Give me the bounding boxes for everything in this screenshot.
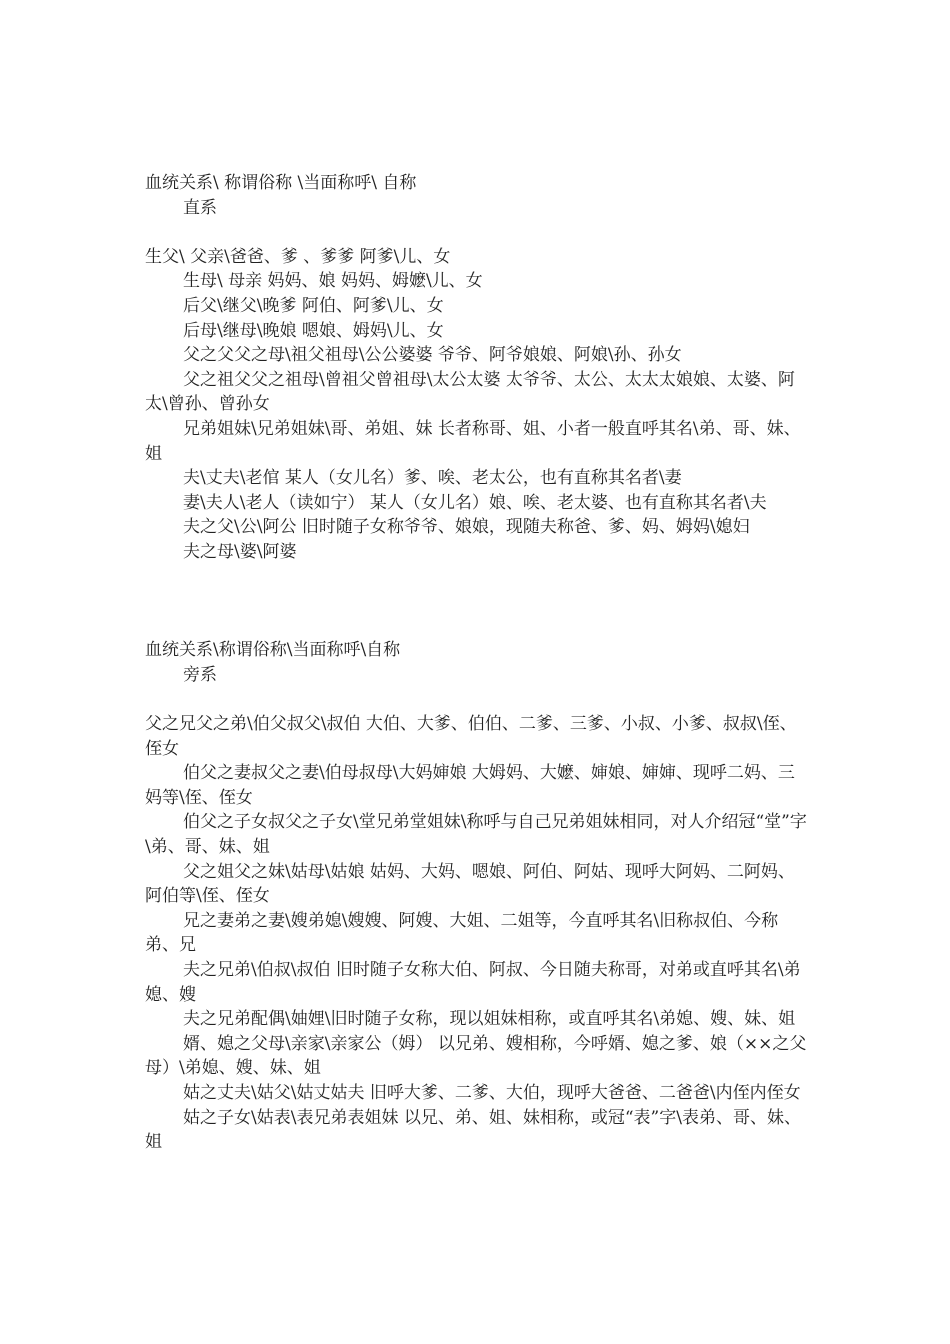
kinship-entry: 生母\ 母亲 妈妈、娘 妈妈、姆嬷\儿、女 (183, 271, 483, 292)
kinship-entry: 父之兄父之弟\伯父叔父\叔伯 大伯、大爹、伯伯、二爹、三爹、小叔、小爹、叔叔\侄、侄女 (145, 714, 797, 759)
kinship-entry: 兄弟姐妹\兄弟姐妹\哥、弟姐、妹 长者称哥、姐、小者一般直呼其名\弟、哥、妹、姐 (145, 418, 801, 464)
kinship-entry: 姑之丈夫\姑父\姑丈姑夫 旧呼大爹、二爹、大伯，现呼大爸爸、二爸爸\内侄内侄女 (183, 1082, 801, 1103)
kinship-entry: 夫\丈夫\老倌 某人（女儿名）爹、唉、老太公，也有直称其名者\妻 (183, 468, 682, 489)
kinship-entry: 父之父父之母\祖父祖母\公公婆婆 爷爷、阿爷娘娘、阿娘\孙、孙女 (183, 345, 682, 366)
kinship-entry: 夫之父\公\阿公 旧时随子女称爷爷、娘娘，现随夫称爸、爹、妈、姆妈\媳妇 (183, 517, 750, 538)
kinship-entry: 父之祖父父之祖母\曾祖父曾祖母\太公太婆 太爷爷、太公、太太太娘娘、太婆、阿太\曾孙、曾孙女 (145, 369, 795, 415)
spacer (145, 220, 810, 245)
kinship-entry: 夫之兄弟配偶\妯娌\旧时随子女称，现以姐妹相称，或直呼其名\弟媳、嫂、妹、姐 (183, 1009, 796, 1030)
section1-subheader: 直系 (183, 197, 217, 218)
kinship-entry: 父之姐父之妹\姑母\姑娘 姑妈、大妈、嗯娘、阿伯、阿姑、现呼大阿妈、二阿妈、阿伯等\侄、侄女 (145, 861, 795, 907)
spacer (145, 687, 810, 712)
kinship-entry: 伯父之妻叔父之妻\伯母叔母\大妈婶娘 大姆妈、大嬷、婶娘、婶婶、现呼二妈、三妈等\侄、侄女 (145, 763, 795, 808)
section2-header: 血统关系\称谓俗称\当面称呼\自称 (145, 640, 401, 661)
kinship-entry: 生父\ 父亲\爸爸、爹 、爹爹 阿爹\儿、女 (145, 246, 451, 267)
kinship-entry: 夫之母\婆\阿婆 (183, 541, 297, 562)
document-page (145, 171, 810, 1155)
kinship-entry: 后父\继父\晚爹 阿伯、阿爹\儿、女 (183, 295, 444, 316)
section2-subheader: 旁系 (183, 664, 217, 685)
kinship-entry: 妻\夫人\老人（读如宁） 某人（女儿名）娘、唉、老太婆、也有直称其名者\夫 (183, 492, 767, 513)
kinship-entry: 婿、媳之父母\亲家\亲家公（姆） 以兄弟、嫂相称，今呼婿、媳之爹、娘（××之父母）\弟媳、嫂、妹、姐 (145, 1033, 807, 1079)
kinship-entry: 伯父之子女叔父之子女\堂兄弟堂姐妹\称呼与自己兄弟姐妹相同，对人介绍冠“堂”字\弟、哥、妹、姐 (145, 812, 807, 858)
section-spacer (145, 565, 810, 639)
kinship-entry: 后母\继母\晚娘 嗯娘、姆妈\儿、女 (183, 320, 444, 341)
kinship-entry: 兄之妻弟之妻\嫂弟媳\嫂嫂、阿嫂、大姐、二姐等，今直呼其名\旧称叔伯、今称弟、兄 (145, 910, 779, 956)
section1-header: 血统关系\ 称谓俗称 \当面称呼\ 自称 (145, 173, 417, 193)
kinship-entry: 夫之兄弟\伯叔\叔伯 旧时随子女称大伯、阿叔、今日随夫称哥，对弟或直呼其名\弟媳、嫂 (145, 960, 801, 1005)
kinship-entry: 姑之子女\姑表\表兄弟表姐妹 以兄、弟、姐、妹相称，或冠“表”字\表弟、哥、妹、姐 (145, 1107, 801, 1153)
